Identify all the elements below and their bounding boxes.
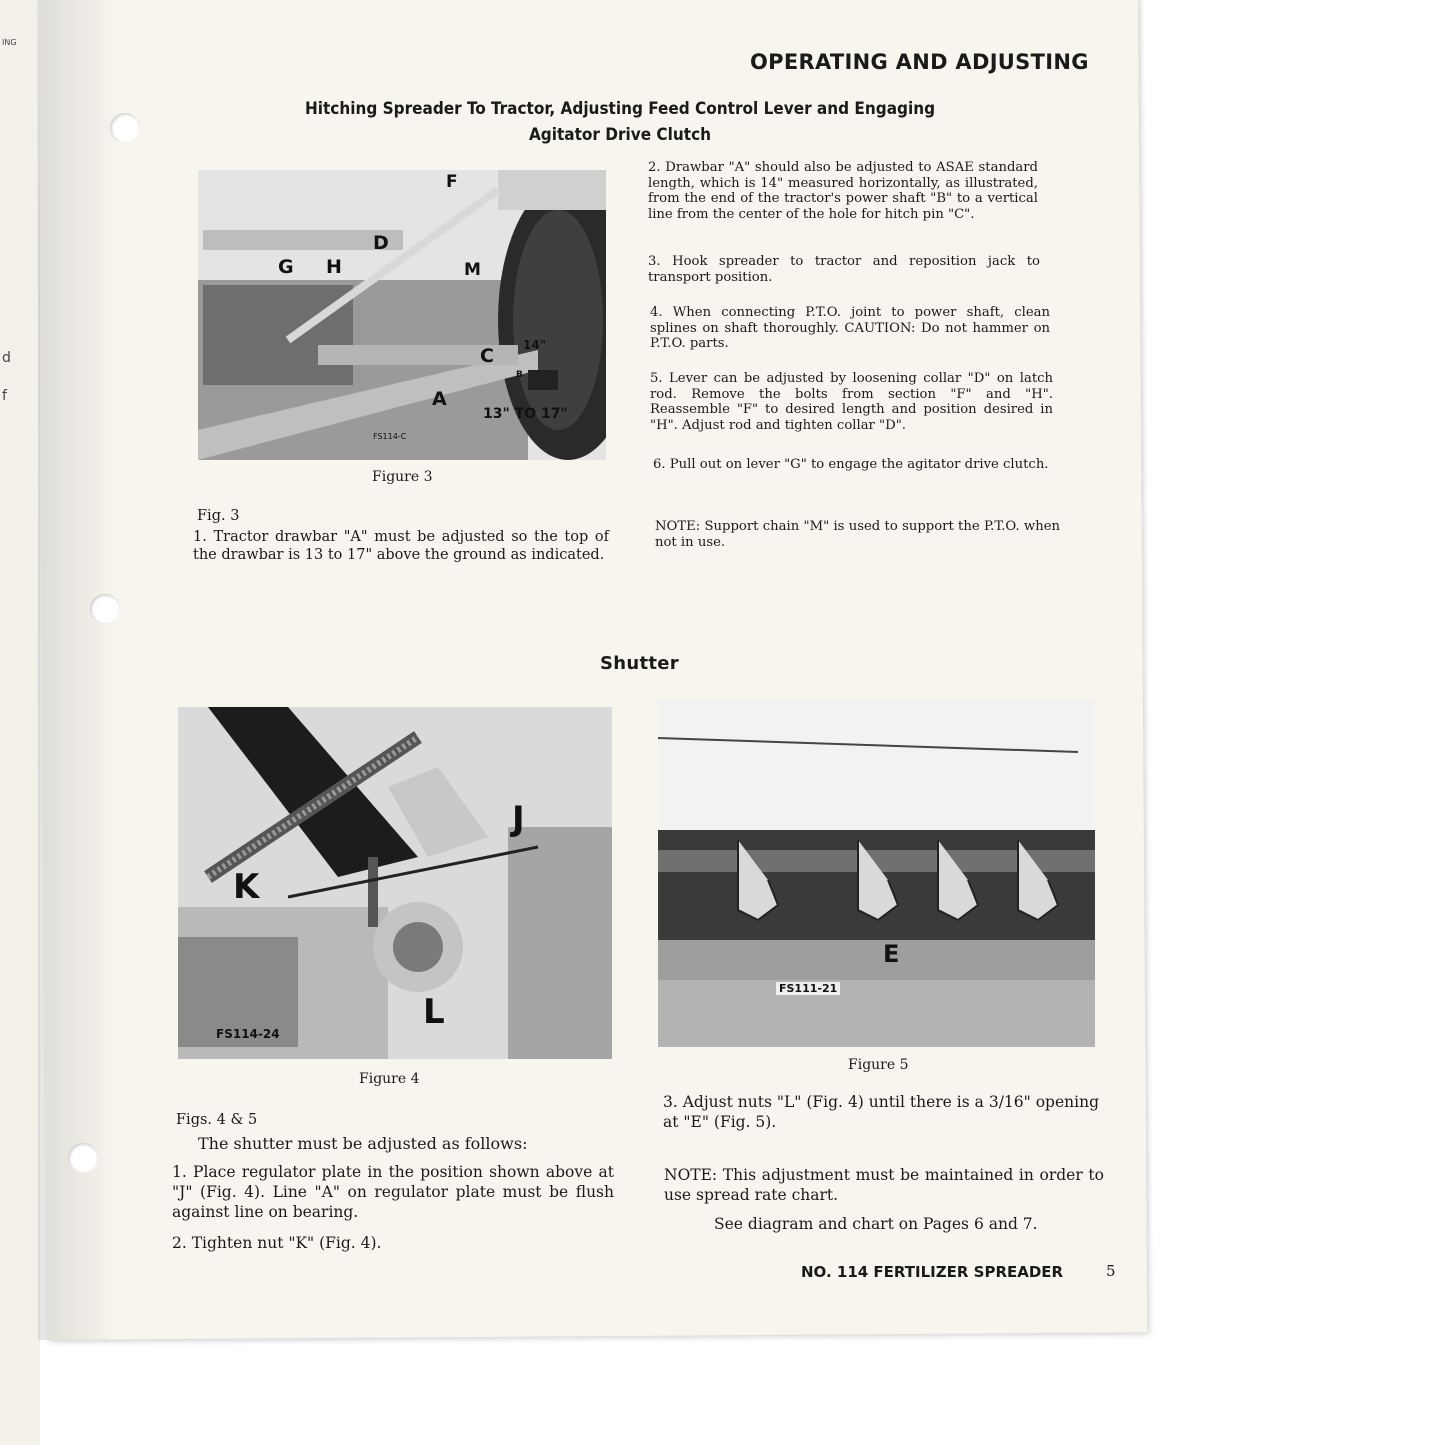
prev-page-fragment: d: [2, 350, 11, 366]
figure-3-photo: [198, 170, 606, 460]
figure-code: FS111-21: [776, 982, 840, 995]
binder-hole: [110, 113, 140, 143]
figs-4-5-reference: Figs. 4 & 5: [176, 1112, 258, 1128]
previous-page-edge: [0, 0, 40, 1445]
shutter-step-2: 2. Tighten nut "K" (Fig. 4).: [172, 1234, 382, 1252]
figure-4-photo: [178, 707, 612, 1059]
see-diagram-text: See diagram and chart on Pages 6 and 7.: [714, 1215, 1038, 1233]
binder-hole: [68, 1143, 98, 1173]
section-title-line: Hitching Spreader To Tractor, Adjusting Feed Control Lever and Engaging: [304, 99, 936, 119]
figure-label: H: [326, 256, 342, 278]
figure-5-photo: [658, 700, 1095, 1047]
figure-code: FS114-C: [373, 432, 407, 441]
page-number: 5: [1106, 1262, 1116, 1280]
figure-4-caption: Figure 4: [359, 1071, 420, 1087]
figure-label: G: [278, 256, 294, 278]
step-3-text: 3. Hook spreader to tractor and reposition jack to transport position.: [648, 254, 1040, 285]
shutter-intro: The shutter must be adjusted as follows:: [198, 1134, 528, 1153]
figure-label: E: [883, 940, 900, 968]
figure-label: B: [516, 370, 523, 380]
shutter-step-3: 3. Adjust nuts "L" (Fig. 4) until there is a 3/16" opening at "E" (Fig. 5).: [663, 1093, 1099, 1131]
step-4-text: 4. When connecting P.T.O. joint to power shaft, clean splines on shaft thoroughly. CAUTION: Do not hammer on P.T.O. parts.: [650, 305, 1050, 351]
figure-label: C: [480, 345, 494, 367]
figure-label: A: [432, 388, 447, 410]
figure-label: F: [446, 172, 458, 192]
dimension-label: 14": [523, 338, 546, 352]
dimension-label: 13" TO 17": [483, 406, 568, 422]
step-5-text: 5. Lever can be adjusted by loosening collar "D" on latch rod. Remove the bolts from section "F" and "H". Reassemble "F" to desired length and position desired in "H". Adjust rod and tighten collar "D".: [650, 371, 1053, 433]
shutter-note: NOTE: This adjustment must be maintained in order to use spread rate chart.: [664, 1166, 1104, 1204]
figure-label: K: [233, 867, 260, 907]
page-header-title: OPERATING AND ADJUSTING: [750, 50, 1089, 74]
fig-3-reference: Fig. 3: [197, 508, 240, 524]
step-2-text: 2. Drawbar "A" should also be adjusted to ASAE standard length, which is 14" measured horizontally, as illustrated, from the end of the tractor's power shaft "B" to a vertical line from the center of the hole for hitch pin "C".: [648, 160, 1038, 222]
binder-hole: [90, 594, 120, 624]
figure-5-caption: Figure 5: [848, 1057, 909, 1073]
figure-label: M: [464, 260, 481, 280]
section-title-line: Agitator Drive Clutch: [528, 125, 712, 145]
figure-3-caption: Figure 3: [372, 469, 433, 485]
prev-page-fragment: f: [2, 388, 7, 404]
footer-title: NO. 114 FERTILIZER SPREADER: [801, 1263, 1064, 1281]
figure-label: D: [373, 232, 389, 254]
figure-label: L: [423, 992, 445, 1032]
shutter-step-1: 1. Place regulator plate in the position shown above at "J" (Fig. 4). Line "A" on regulator plate must be flush against line on bearing.: [172, 1163, 614, 1221]
step-6-text: 6. Pull out on lever "G" to engage the agitator drive clutch.: [653, 457, 1049, 472]
figure-code: FS114-24: [216, 1027, 280, 1041]
shutter-section-title: Shutter: [600, 653, 679, 674]
note-text: NOTE: Support chain "M" is used to support the P.T.O. when not in use.: [655, 519, 1060, 550]
prev-page-fragment: ING: [2, 38, 17, 47]
section-title: [300, 96, 940, 148]
step-1-text: 1. Tractor drawbar "A" must be adjusted so the top of the drawbar is 13 to 17" above the ground as indicated.: [193, 529, 609, 563]
figure-label: J: [512, 799, 525, 839]
page-fold-shadow: [38, 0, 118, 1340]
